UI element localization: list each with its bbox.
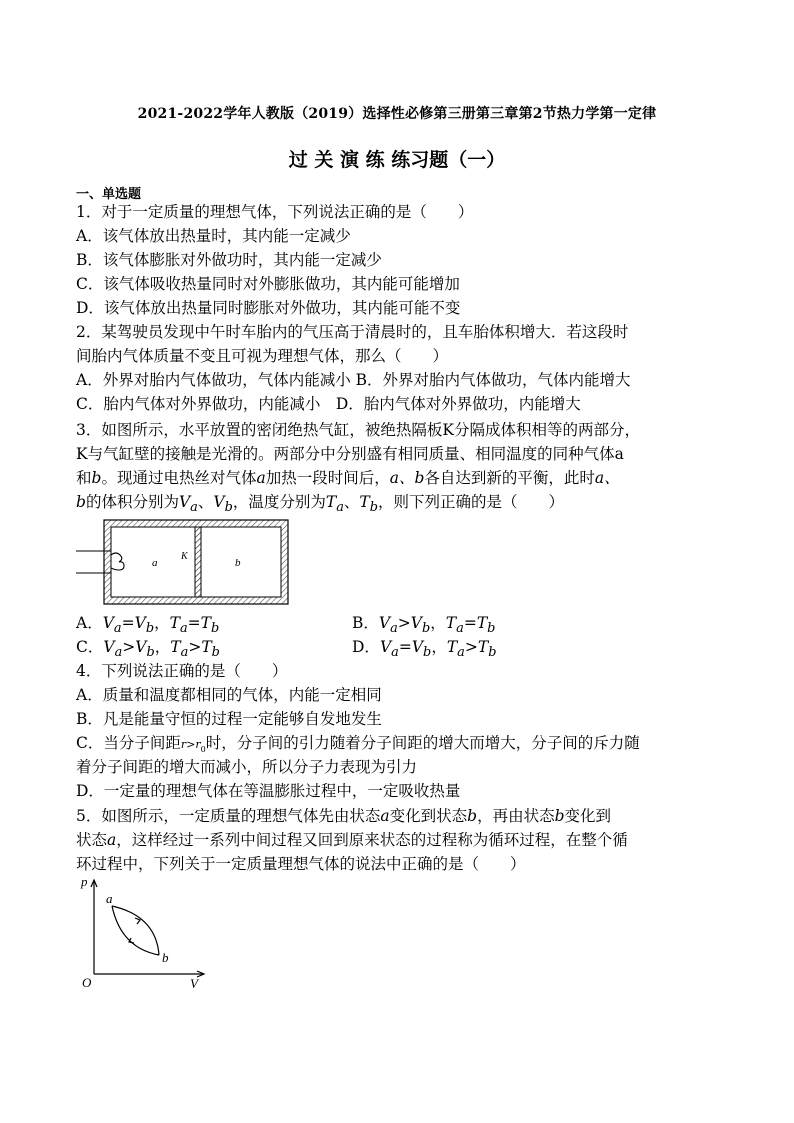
q3-option-c: C．$V_a>V_b$，$T_a>T_b$: [76, 638, 220, 661]
q3-option-b: B．$V_a>V_b$，$T_a=T_b$: [352, 614, 496, 637]
partition-label-k: K: [181, 551, 188, 562]
q1-option-a: A．该气体放出热量时，其内能一定减少: [76, 227, 351, 245]
q4-option-a: A．质量和温度都相同的气体，内能一定相同: [76, 686, 382, 704]
q3-stem-line2: K与气缸壁的接触是光滑的。两部分中分别盛有相同质量、相同温度的同种气体a: [76, 445, 624, 463]
q5-stem-line2: 状态a，这样经过一系列中间过程又回到原来状态的过程称为循环过程，在整个循: [76, 831, 628, 849]
q2-stem-line2: 间胎内气体质量不变且可视为理想气体，那么（ ）: [76, 347, 449, 365]
q3-stem-line1: 3．如图所示，水平放置的密闭绝热气缸，被绝热隔板K分隔成体积相等的两部分，: [76, 421, 640, 439]
axis-label-v: V: [190, 976, 198, 990]
q4-option-c-line1: C．当分子间距$r>r_0$时，分子间的引力随着分子间距的增大而增大，分子间的斥力随: [76, 734, 640, 755]
q5-stem-line3: 环过程中，下列关于一定质量理想气体的说法中正确的是（ ）: [76, 855, 526, 873]
state-label-b: b: [162, 950, 169, 965]
q4-stem: 4．下列说法正确的是（ ）: [76, 662, 288, 680]
q4-option-c-line2: 着分子间距的增大而减小，所以分子力表现为引力: [76, 758, 418, 776]
chamber-label-b: b: [235, 557, 241, 569]
document-title: 过 关 演 练 练习题（一）: [288, 149, 506, 171]
origin-label: O: [82, 975, 92, 990]
section-heading: 一、单选题: [76, 187, 142, 202]
q2-stem-line1: 2．某驾驶员发现中午时车胎内的气压高于清晨时的，且车胎体积增大．若这段时: [76, 323, 629, 341]
q1-option-c: C．该气体吸收热量同时对外膨胀做功，其内能可能增加: [76, 275, 460, 293]
q5-stem-line1: 5．如图所示，一定质量的理想气体先由状态a变化到状态b，再由状态b变化到: [76, 807, 612, 825]
q4-option-b: B．凡是能量守恒的过程一定能够自发地发生: [76, 710, 382, 728]
partition-k: [195, 527, 201, 597]
cycle-upper-curve: [112, 906, 159, 955]
q4-option-d: D．一定量的理想气体在等温膨胀过程中，一定吸收热量: [76, 782, 461, 800]
q3-option-a: A．$V_a=V_b$，$T_a=T_b$: [76, 614, 220, 637]
cylinder-diagram: [76, 515, 296, 609]
q3-stem-line4: b的体积分别为$V_a$、$V_b$，温度分别为$T_a$、$T_b$，则下列正确的是（ ）: [76, 493, 565, 516]
q3-stem-line3: 和b。现通过电热丝对气体a加热一段时间后，a、b各自达到新的平衡，此时a、: [76, 469, 620, 487]
q2-options-cd: C．胎内气体对外界做功，内能减小 D．胎内气体对外界做功，内能增大: [76, 395, 581, 413]
q1-stem: 1．对于一定质量的理想气体，下列说法正确的是（ ）: [76, 203, 474, 221]
cycle-arrow-lower: [129, 938, 134, 943]
chamber-label-a: a: [152, 557, 158, 569]
q2-options-ab: A．外界对胎内气体做功，气体内能减小 B．外界对胎内气体做功，气体内能增大: [76, 371, 631, 389]
cycle-arrow-upper: [135, 918, 140, 924]
q1-option-d: D．该气体放出热量同时膨胀对外做功，其内能可能不变: [76, 299, 461, 317]
document-header: 2021-2022学年人教版（2019）选择性必修第三册第三章第2节热力学第一定律: [137, 106, 657, 122]
q3-option-d: D．$V_a=V_b$，$T_a>T_b$: [352, 638, 497, 661]
state-label-a: a: [106, 891, 113, 906]
q1-option-b: B．该气体膨胀对外做功时，其内能一定减少: [76, 251, 382, 269]
axis-label-p: p: [81, 874, 88, 889]
pv-diagram: [76, 872, 216, 990]
